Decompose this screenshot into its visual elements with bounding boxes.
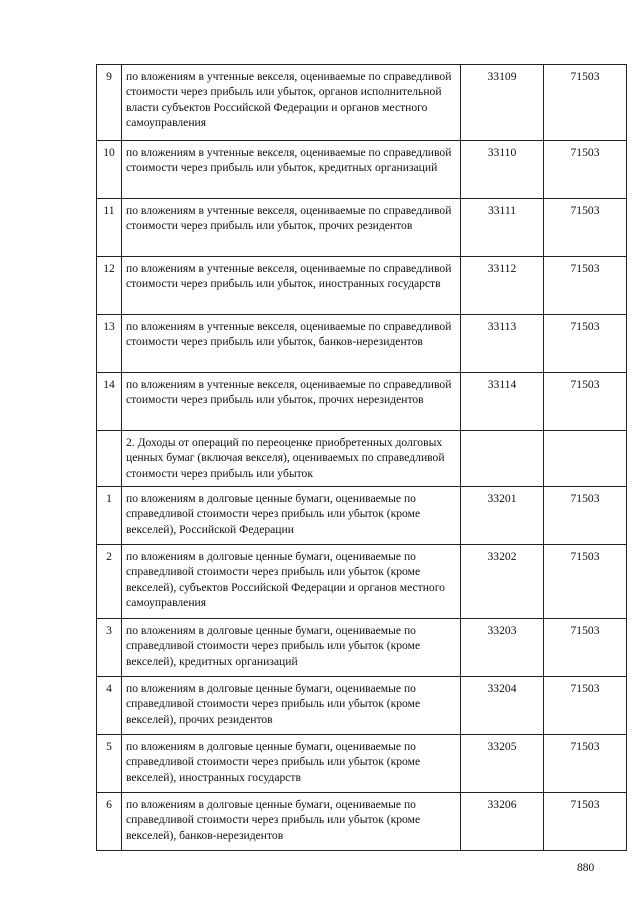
row-number: 14 [97,373,122,431]
table-row [97,735,627,793]
row-description: по вложениям в учтенные векселя, оцениваемые по справедливой стоимости через прибыль или убыток, прочих резидентов [122,199,461,257]
row-code: 33204 [461,677,544,735]
row-code: 33206 [461,793,544,851]
row-description: по вложениям в долговые ценные бумаги, оцениваемые по справедливой стоимости через прибыль или убыток (кроме векселей), кредитных организаций [122,619,461,677]
row-code [461,431,544,487]
row-description: по вложениям в долговые ценные бумаги, оцениваемые по справедливой стоимости через прибыль или убыток (кроме векселей), иностранных государств [122,735,461,793]
table-row [97,619,627,677]
row-code: 33112 [461,257,544,315]
row-number: 10 [97,141,122,199]
table-row [97,793,627,851]
row-number: 12 [97,257,122,315]
table-row [97,373,627,431]
row-description: по вложениям в учтенные векселя, оцениваемые по справедливой стоимости через прибыль или убыток, кредитных организаций [122,141,461,199]
row-number: 1 [97,487,122,545]
row-code: 33113 [461,315,544,373]
row-account-symbol: 71503 [544,141,627,199]
row-code: 33203 [461,619,544,677]
row-number [97,431,122,487]
row-account-symbol: 71503 [544,373,627,431]
row-code: 33110 [461,141,544,199]
row-account-symbol: 71503 [544,257,627,315]
row-account-symbol: 71503 [544,677,627,735]
row-description: по вложениям в долговые ценные бумаги, оцениваемые по справедливой стоимости через прибыль или убыток (кроме векселей), банков-нерезидентов [122,793,461,851]
row-code: 33201 [461,487,544,545]
row-description: по вложениям в долговые ценные бумаги, оцениваемые по справедливой стоимости через прибыль или убыток (кроме векселей), Российской Федерации [122,487,461,545]
row-code: 33205 [461,735,544,793]
row-description: по вложениям в учтенные векселя, оцениваемые по справедливой стоимости через прибыль или убыток, прочих нерезидентов [122,373,461,431]
table-row [97,677,627,735]
row-account-symbol: 71503 [544,487,627,545]
table-row [97,257,627,315]
row-description: по вложениям в долговые ценные бумаги, оцениваемые по справедливой стоимости через прибыль или убыток (кроме векселей), прочих резидентов [122,677,461,735]
row-number: 4 [97,677,122,735]
row-number: 9 [97,65,122,141]
row-number: 13 [97,315,122,373]
row-account-symbol: 71503 [544,315,627,373]
row-code: 33114 [461,373,544,431]
row-account-symbol: 71503 [544,545,627,619]
table-row [97,487,627,545]
table-row [97,315,627,373]
row-number: 3 [97,619,122,677]
row-description: по вложениям в учтенные векселя, оцениваемые по справедливой стоимости через прибыль или убыток, банков-нерезидентов [122,315,461,373]
row-account-symbol: 71503 [544,65,627,141]
table-row [97,65,627,141]
page-number: 880 [577,862,595,874]
table-row [97,199,627,257]
section-heading: 2. Доходы от операций по переоценке приобретенных долговых ценных бумаг (включая векселя), оцениваемых по справедливой стоимости через прибыль или убыток [122,431,461,487]
row-account-symbol: 71503 [544,619,627,677]
row-description: по вложениям в учтенные векселя, оцениваемые по справедливой стоимости через прибыль или убыток, иностранных государств [122,257,461,315]
row-account-symbol: 71503 [544,735,627,793]
income-codes-table [96,64,627,851]
row-code: 33111 [461,199,544,257]
row-number: 6 [97,793,122,851]
row-code: 33202 [461,545,544,619]
row-description: по вложениям в учтенные векселя, оцениваемые по справедливой стоимости через прибыль или убыток, органов исполнительной власти субъектов Российской Федерации и органов местного самоуправления [122,65,461,141]
row-code: 33109 [461,65,544,141]
row-number: 2 [97,545,122,619]
row-account-symbol: 71503 [544,199,627,257]
section-heading-row [97,431,627,487]
table-row [97,141,627,199]
row-number: 5 [97,735,122,793]
row-account-symbol [544,431,627,487]
table-row [97,545,627,619]
row-number: 11 [97,199,122,257]
row-description: по вложениям в долговые ценные бумаги, оцениваемые по справедливой стоимости через прибыль или убыток (кроме векселей), субъектов Российской Федерации и органов местного самоуправления [122,545,461,619]
row-account-symbol: 71503 [544,793,627,851]
